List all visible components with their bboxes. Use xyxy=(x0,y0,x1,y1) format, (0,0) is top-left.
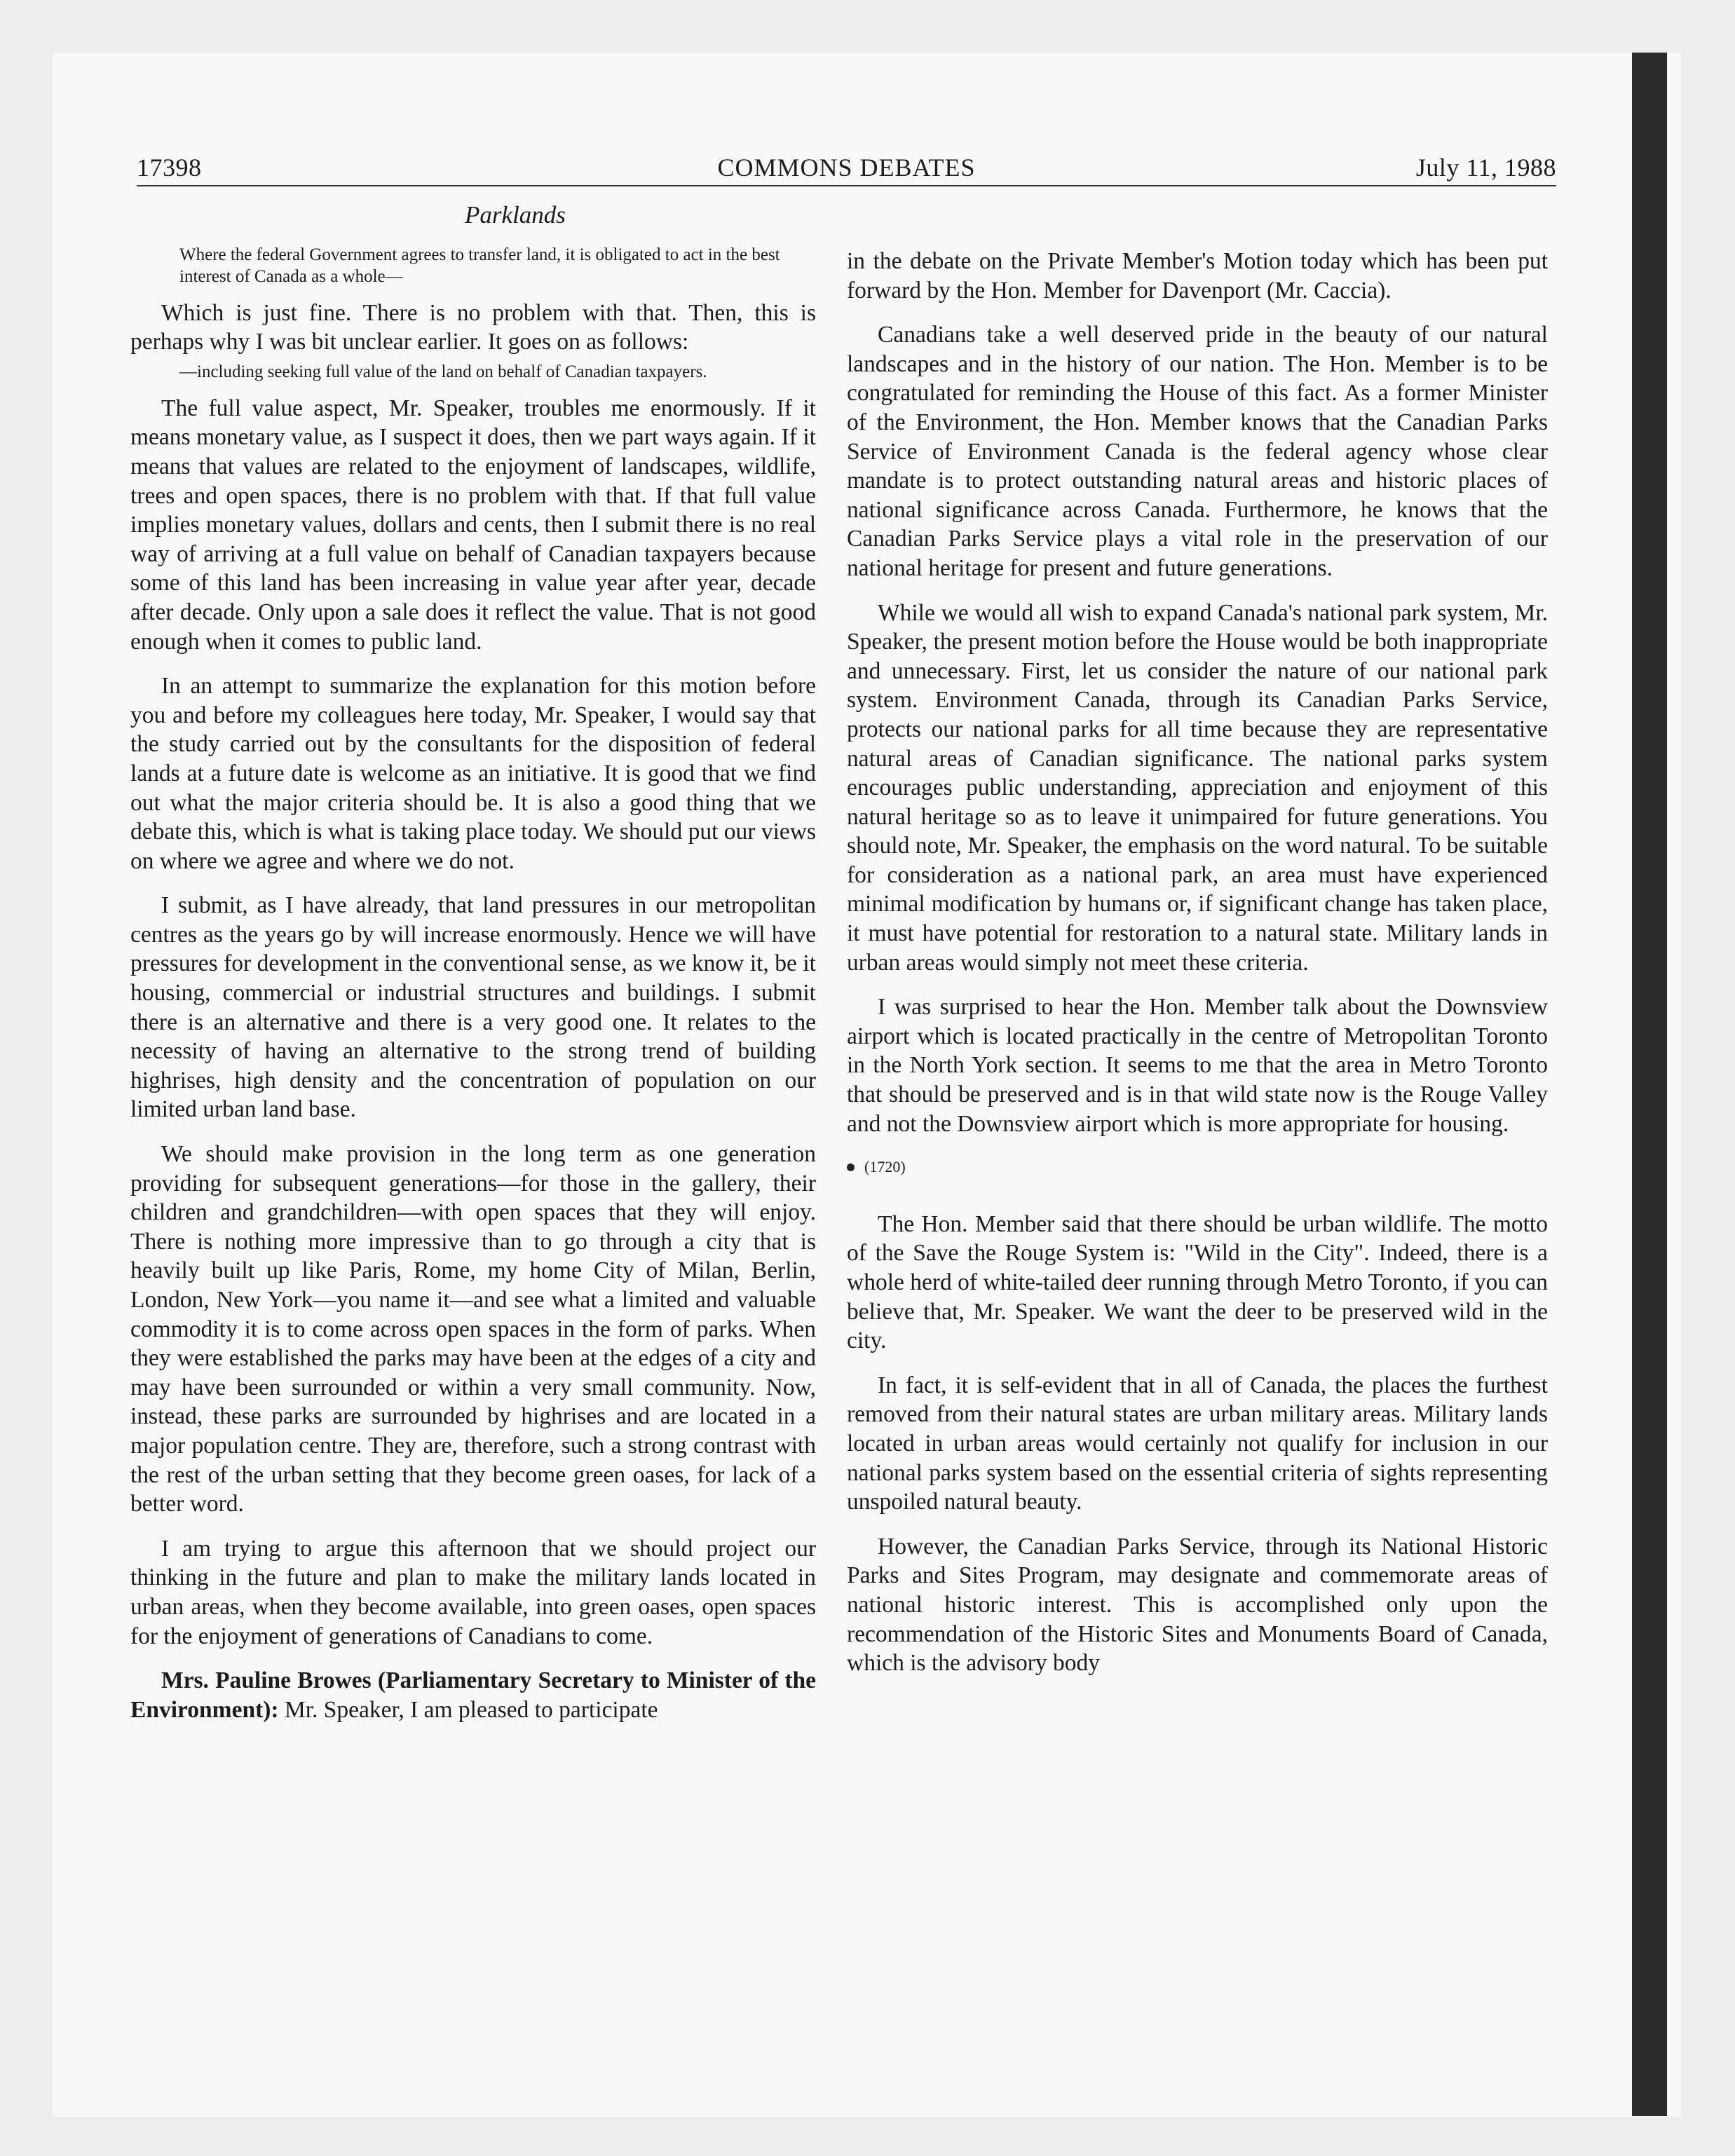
time-marker-label: (1720) xyxy=(864,1158,906,1176)
paragraph: The full value aspect, Mr. Speaker, troubles me enormously. If it means monetary value, as I suspect it does, then we part ways again. If it means that values are related to the enjoyment of landscapes, wildlife, trees and open spaces, there is no problem with that. If that full value implies monetary values, dollars and cents, then I submit there is no real way of arriving at a full value on behalf of Canadian taxpayers because some of this land has been increasing in value year after year, decade after decade. Only upon a sale does it reflect the value. That is not good enough when it comes to public land. xyxy=(130,395,816,655)
scan-edge-bar xyxy=(1632,53,1667,2116)
paragraph: Which is just fine. There is no problem with that. Then, this is perhaps why I was bit unclear earlier. It goes on as follows: xyxy=(130,299,816,355)
left-column xyxy=(130,196,816,1724)
paragraph: However, the Canadian Parks Service, through its National Historic Parks and Sites Program, may designate and commemorate areas of national historic interest. This is accomplished only upon the recommendation of the Historic Sites and Monuments Board of Canada, which is the advisory body xyxy=(847,1533,1548,1677)
page-header xyxy=(137,149,1556,186)
page-number: 17398 xyxy=(137,153,202,182)
paragraph: In an attempt to summarize the explanation for this motion before you and before my colleagues here today, Mr. Speaker, I would say that the study carried out by the consultants for the disposition of federal lands at a future date is welcome as an initiative. It is good that we find out what the major criteria should be. It is also a good thing that we debate this, which is what is taking place today. We should put our views on where we agree and where we do not. xyxy=(130,673,816,874)
section-heading: Parklands xyxy=(465,201,566,228)
publication-date: July 11, 1988 xyxy=(1415,153,1556,182)
paragraph: Canadians take a well deserved pride in the beauty of our natural landscapes and in the history of our nation. The Hon. Member is to be congratulated for reminding the House of this fact. As a former Minister of the Environment, the Hon. Member knows that the Canadian Parks Service of Environment Canada is the federal agency whose clear mandate is to protect outstanding natural areas and historic places of national significance across Canada. Furthermore, he knows that the Canadian Parks Service plays a vital role in the preservation of our national heritage for present and future generations. xyxy=(847,322,1548,581)
paragraph: I submit, as I have already, that land pressures in our metropolitan centres as the years go by will increase enormously. Hence we will have pressures for development in the conventional sense, as we know it, be it housing, commercial or industrial structures and buildings. I submit there is an alternative and there is a very good one. It relates to the necessity of having an alternative to the strong trend of building highrises, high density and the concentration of population on our limited urban land base. xyxy=(130,892,816,1123)
speaker-paragraph xyxy=(130,1666,816,1724)
paragraph: The Hon. Member said that there should be urban wildlife. The motto of the Save the Rouge System is: "Wild in the City". Indeed, there is a whole herd of white-tailed deer running through Metro Toronto, if you can believe that, Mr. Speaker. We want the deer to be preserved wild in the city. xyxy=(847,1210,1548,1354)
paragraph: In fact, it is self-evident that in all of Canada, the places the furthest removed from their natural states are urban military areas. Military lands located in urban areas would certainly not qualify for inclusion in our national parks system based on the essential criteria of sights representing unspoiled natural beauty. xyxy=(847,1372,1548,1515)
right-column xyxy=(847,247,1548,1678)
speaker-text: Mr. Speaker, I am pleased to participate xyxy=(278,1696,658,1723)
paragraph: in the debate on the Private Member's Motion today which has been put forward by the Hon. Member for Davenport (Mr. Caccia). xyxy=(847,248,1548,303)
quoted-text: —including seeking full value of the land on behalf of Canadian taxpayers. xyxy=(179,362,707,381)
paragraph: I am trying to argue this afternoon that we should project our thinking in the future and plan to make the military lands located in urban areas, when they become available, into green oases, open spaces for the enjoyment of generations of Canadians to come. xyxy=(130,1535,816,1649)
speaker-name: Mrs. Pauline Browes (Parliamentary Secretary to Minister of the Environment): xyxy=(130,1667,816,1723)
time-marker xyxy=(847,1152,1548,1182)
publication-title: COMMONS DEBATES xyxy=(717,153,976,182)
bullet-icon xyxy=(847,1164,855,1171)
paragraph: I was surprised to hear the Hon. Member talk about the Downsview airport which is located practically in the centre of Metropolitan Toronto in the North York section. It seems to me that the area in Metro Toronto that should be preserved and is in that wild state now is the Rouge Valley and not the Downsview airport which is more appropriate for housing. xyxy=(847,994,1548,1137)
paragraph: While we would all wish to expand Canada's national park system, Mr. Speaker, the present motion before the House would be both inappropriate and unnecessary. First, let us consider the nature of our national park system. Environment Canada, through its Canadian Parks Service, protects our national parks for all time because they are representative natural areas of Canadian significance. The national parks system encourages public understanding, appreciation and enjoyment of this natural heritage so as to leave it unimpaired for future generations. You should note, Mr. Speaker, the emphasis on the word natural. To be suitable for consideration as a national park, an area must have experienced minimal modification by humans or, if significant change has taken place, it must have potential for restoration to a natural state. Military lands in urban areas would simply not meet these criteria. xyxy=(847,599,1548,976)
quoted-text: Where the federal Government agrees to transfer land, it is obligated to act in the best interest of Canada as a whole— xyxy=(179,245,780,286)
paragraph: We should make provision in the long term as one generation providing for subsequent generations—for those in the gallery, their children and grandchildren—with open spaces that they will enjoy. There is nothing more impressive than to go through a city that is heavily built up like Paris, Rome, my home City of Milan, Berlin, London, New York—you name it—and see what a limited and valuable commodity it is to come across open spaces in the form of parks. When they were established the parks may have been at the edges of a city and may have been surrounded or within a very small community. Now, instead, these parks are surrounded by highrises and are located in a major population centre. They are, therefore, such a strong contrast with the rest of the urban setting that they become green oases, for lack of a better word. xyxy=(130,1141,816,1517)
